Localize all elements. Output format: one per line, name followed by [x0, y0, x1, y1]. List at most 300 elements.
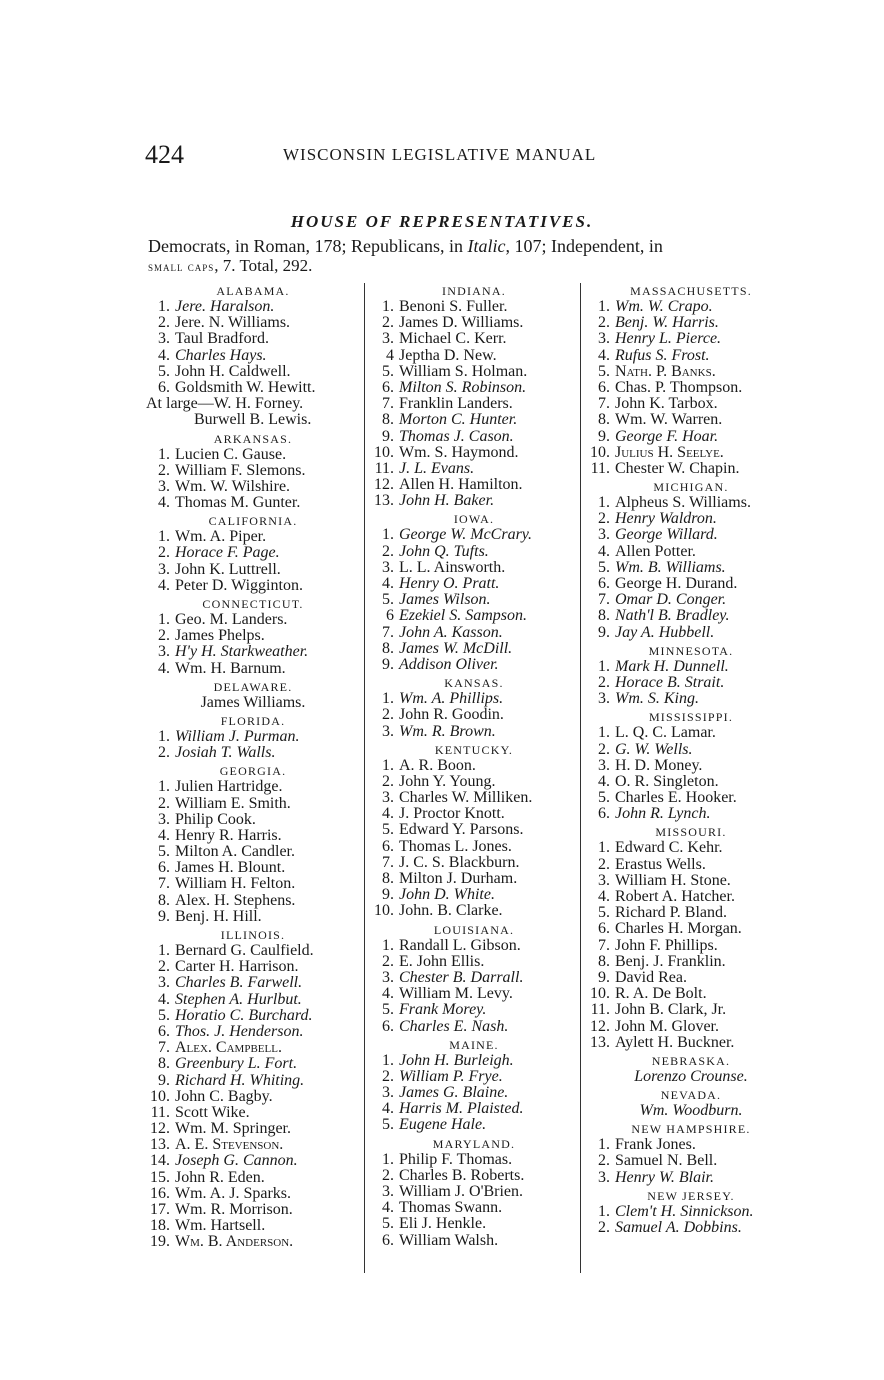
- member-name: Charles E. Nash.: [399, 1017, 509, 1035]
- district-number: 4.: [598, 888, 610, 905]
- district-number: 16.: [150, 1184, 170, 1202]
- member-name: John Q. Tufts.: [399, 542, 489, 560]
- district-number: 2.: [382, 706, 394, 724]
- district-number: 9.: [598, 623, 610, 641]
- member-name: Wm. B. Williams.: [615, 558, 726, 576]
- member-entry: [586, 445, 796, 461]
- member-entry: [370, 938, 578, 954]
- member-name: Wm. H. Barnum.: [175, 659, 286, 677]
- member-name: John C. Bagby.: [175, 1087, 273, 1105]
- member-name: Wm. A. J. Sparks.: [175, 1184, 291, 1202]
- district-number: 4.: [382, 1199, 394, 1217]
- district-number: 2.: [382, 1166, 394, 1184]
- member-entry: [586, 691, 796, 707]
- district-number: 8.: [598, 411, 610, 429]
- member-entry: [370, 1002, 578, 1018]
- column-2: [370, 283, 578, 1249]
- member-name: Charles B. Farwell.: [175, 974, 303, 992]
- district-number: 1.: [598, 298, 610, 315]
- member-name: Ezekiel S. Sampson.: [399, 607, 527, 625]
- member-name: Wm. R. Morrison.: [175, 1201, 293, 1218]
- member-name: Aylett H. Buckner.: [615, 1033, 735, 1051]
- district-number: 4.: [158, 826, 170, 844]
- member-entry: [586, 331, 796, 347]
- member-name: Wm. S. Haymond.: [399, 443, 519, 461]
- member-name: Wm. M. Springer.: [175, 1120, 291, 1138]
- state-heading: INDIANA.: [442, 284, 506, 298]
- member-entry: [586, 461, 796, 477]
- member-entry: [370, 887, 578, 903]
- member-name: Allen H. Hamilton.: [399, 476, 523, 494]
- member-name: Carter H. Harrison.: [175, 958, 299, 976]
- member-entry: [146, 745, 360, 761]
- state-heading: ALABAMA.: [216, 284, 290, 298]
- state-heading: NEW HAMPSHIRE.: [631, 1122, 751, 1137]
- district-number: 2.: [382, 772, 394, 790]
- member-entry: [146, 779, 360, 795]
- district-number: 6.: [598, 378, 610, 396]
- member-entry: [586, 938, 796, 954]
- member-name: Horace B. Strait.: [615, 673, 725, 691]
- member-entry: [146, 695, 360, 711]
- district-number: 3.: [382, 722, 394, 740]
- member-name: David Rea.: [615, 968, 687, 986]
- member-entry: [146, 1170, 360, 1186]
- member-entry: [146, 545, 360, 561]
- member-name: Taul Bradford.: [175, 330, 269, 348]
- member-entry: [146, 1186, 360, 1202]
- district-number: 8.: [158, 891, 170, 909]
- district-number: 2.: [382, 1067, 394, 1085]
- district-number: 6.: [158, 859, 170, 877]
- member-entry: [586, 742, 796, 758]
- member-name: James Wilson.: [399, 591, 491, 609]
- member-name: Charles B. Roberts.: [399, 1166, 525, 1184]
- party-summary: [148, 236, 798, 277]
- district-number: 1.: [158, 942, 170, 959]
- district-number: 6.: [158, 378, 170, 396]
- district-number: 3.: [158, 974, 170, 992]
- member-name: Scott Wike.: [175, 1103, 250, 1121]
- state-heading: MASSACHUSETTS.: [630, 284, 752, 298]
- member-entry: [586, 1137, 796, 1153]
- member-name: Milton A. Candler.: [175, 843, 295, 861]
- member-name: John H. Baker.: [399, 492, 495, 510]
- member-name: Wm. S. King.: [615, 690, 699, 708]
- district-number: 9.: [382, 655, 394, 673]
- district-number: 3.: [382, 1183, 394, 1200]
- member-entry: [370, 1168, 578, 1184]
- district-number: 6: [386, 607, 394, 625]
- district-number: 6.: [382, 837, 394, 855]
- district-number: 11.: [150, 1103, 170, 1121]
- member-entry: [146, 812, 360, 828]
- member-entry: [370, 396, 578, 412]
- member-entry: [146, 1056, 360, 1072]
- member-entry: [586, 774, 796, 790]
- district-number: 3.: [382, 330, 394, 348]
- member-entry: [586, 625, 796, 641]
- member-name: John A. Kasson.: [399, 623, 503, 641]
- member-name: Jere. N. Williams.: [175, 314, 291, 332]
- district-number: 8.: [382, 870, 394, 887]
- district-number: 1.: [158, 445, 170, 463]
- member-entry: [370, 1019, 578, 1035]
- member-entry: [146, 612, 360, 628]
- member-entry: [370, 1152, 578, 1168]
- district-number: 3.: [382, 789, 394, 807]
- member-name: Wm. W. Warren.: [615, 411, 723, 429]
- member-name: Nath. P. Banks.: [615, 362, 716, 380]
- member-name: Lucien C. Gause.: [175, 445, 287, 463]
- district-number: 1.: [382, 936, 394, 954]
- member-entry: [370, 970, 578, 986]
- member-name: John R. Goodin.: [399, 706, 504, 724]
- district-number: 3.: [598, 871, 610, 889]
- district-number: 13.: [150, 1136, 170, 1154]
- member-entry: [586, 806, 796, 822]
- member-name: John R. Lynch.: [615, 805, 711, 823]
- member-entry: [370, 903, 578, 919]
- district-number: 15.: [150, 1168, 170, 1186]
- member-entry: [370, 822, 578, 838]
- member-entry: [146, 380, 360, 396]
- member-name: Wm. Hartsell.: [175, 1217, 266, 1235]
- member-entry: [146, 975, 360, 991]
- member-entry: [146, 315, 360, 331]
- member-entry: [146, 1202, 360, 1218]
- member-name: Clem't H. Sinnickson.: [615, 1202, 754, 1220]
- district-number: 6.: [598, 805, 610, 823]
- member-entry: [370, 691, 578, 707]
- member-name: Josiah T. Walls.: [175, 744, 276, 762]
- district-number: 6.: [158, 1022, 170, 1040]
- member-name: Samuel A. Dobbins.: [615, 1219, 742, 1236]
- summary-italic: Italic: [467, 236, 506, 256]
- member-name: William P. Frye.: [399, 1067, 503, 1085]
- state-heading: NEVADA.: [660, 1088, 722, 1103]
- district-number: 2.: [158, 314, 170, 332]
- state-heading: MISSOURI.: [655, 825, 727, 840]
- member-name: William M. Levy.: [399, 985, 513, 1003]
- district-number: 2.: [598, 855, 610, 873]
- member-name: Wm. A. Piper.: [175, 528, 267, 546]
- state-heading: ILLINOIS.: [220, 928, 286, 942]
- member-name: A. E. Stevenson.: [175, 1136, 284, 1154]
- member-name: Milton J. Durham.: [399, 870, 518, 887]
- member-name: Milton S. Robinson.: [399, 378, 527, 396]
- district-number: 4.: [598, 346, 610, 364]
- district-number: 18.: [150, 1217, 170, 1235]
- district-number: 8.: [598, 607, 610, 625]
- member-entry: [146, 578, 360, 594]
- member-name: Omar D. Conger.: [615, 591, 727, 609]
- member-name: Wm. A. Phillips.: [399, 690, 504, 708]
- member-entry: [146, 628, 360, 644]
- member-entry: [586, 560, 796, 576]
- member-name: John Y. Young.: [399, 772, 496, 790]
- member-name: William H. Stone.: [615, 871, 731, 889]
- member-entry: [586, 758, 796, 774]
- member-name: H. D. Money.: [615, 756, 703, 774]
- member-entry: [146, 529, 360, 545]
- district-number: 11.: [590, 459, 610, 477]
- member-entry: [146, 447, 360, 463]
- district-number: 1.: [598, 724, 610, 742]
- column-divider-2: [580, 283, 581, 1273]
- district-number: 5.: [598, 789, 610, 807]
- district-number: 4.: [382, 985, 394, 1003]
- member-name: John H. Caldwell.: [175, 362, 291, 380]
- member-name: James G. Blaine.: [399, 1084, 509, 1102]
- member-name: Randall L. Gibson.: [399, 936, 521, 954]
- member-entry: [146, 1040, 360, 1056]
- member-entry: [370, 608, 578, 624]
- member-entry: [586, 299, 796, 315]
- member-name: Alex. H. Stephens.: [175, 891, 296, 909]
- district-number: 4.: [158, 346, 170, 364]
- district-number: 10.: [590, 443, 610, 461]
- summary-line-2: [148, 256, 798, 277]
- member-entry: [586, 1170, 796, 1186]
- member-entry: [146, 1218, 360, 1234]
- member-entry: [370, 986, 578, 1002]
- member-entry: [370, 331, 578, 347]
- member-name: John K. Luttrell.: [175, 560, 281, 578]
- member-name: William H. Felton.: [175, 875, 296, 893]
- state-heading: GEORGIA.: [219, 764, 287, 779]
- district-number: 3.: [598, 1168, 610, 1186]
- member-name: Samuel N. Bell.: [615, 1152, 718, 1170]
- member-entry: [586, 1002, 796, 1018]
- member-name: George W. McCrary.: [399, 526, 533, 544]
- district-number: 1.: [598, 839, 610, 857]
- state-heading: MISSISSIPPI.: [648, 710, 734, 725]
- member-name: Alex. Campbell.: [175, 1039, 282, 1057]
- member-entry: [146, 463, 360, 479]
- member-entry: [146, 1089, 360, 1105]
- district-number: 1.: [382, 756, 394, 774]
- state-heading: MINNESOTA.: [648, 643, 734, 658]
- member-name: Julien Hartridge.: [175, 778, 283, 796]
- member-entry: [370, 1069, 578, 1085]
- district-number: 10.: [374, 902, 394, 920]
- district-number: 6.: [598, 575, 610, 592]
- member-entry: [370, 806, 578, 822]
- district-number: 1.: [598, 1202, 610, 1220]
- member-name: James Williams.: [200, 693, 306, 711]
- member-entry: [370, 1085, 578, 1101]
- district-number: 7.: [598, 936, 610, 954]
- state-heading: ARKANSAS.: [213, 431, 293, 446]
- member-name: Richard P. Bland.: [615, 904, 727, 922]
- summary-text-a: Democrats, in Roman, 178; Republicans, in: [148, 236, 468, 256]
- member-name: Jeptha D. New.: [399, 346, 497, 364]
- member-entry: [370, 592, 578, 608]
- member-name: Frank Morey.: [399, 1001, 487, 1019]
- district-number: 4.: [382, 805, 394, 823]
- member-name: Rufus S. Frost.: [615, 346, 710, 364]
- state-heading: MARYLAND.: [432, 1136, 516, 1151]
- member-name: Edward C. Kehr.: [615, 839, 723, 857]
- district-number: 13.: [590, 1033, 610, 1051]
- member-entry: [146, 1073, 360, 1089]
- member-name: James Phelps.: [175, 627, 265, 645]
- member-entry: [586, 495, 796, 511]
- page-header: [145, 140, 805, 170]
- member-name: J. L. Evans.: [399, 459, 475, 477]
- summary-total: , 7. Total, 292.: [214, 256, 313, 275]
- district-number: 2.: [598, 510, 610, 528]
- member-name: Michael C. Kerr.: [399, 330, 507, 348]
- member-name: Lorenzo Crounse.: [634, 1067, 748, 1085]
- district-number: 2.: [158, 627, 170, 645]
- district-number: 17.: [150, 1201, 170, 1218]
- member-name: George H. Durand.: [615, 575, 738, 592]
- district-number: 11.: [374, 459, 394, 477]
- member-name: Henry R. Harris.: [175, 826, 282, 844]
- member-name: Philip Cook.: [175, 810, 256, 828]
- member-name: Goldsmith W. Hewitt.: [175, 378, 316, 396]
- state-heading: IOWA.: [453, 512, 495, 527]
- state-heading: LOUISIANA.: [433, 922, 515, 937]
- member-name: John H. Burleigh.: [399, 1051, 514, 1069]
- member-entry: [146, 796, 360, 812]
- member-name: John D. White.: [399, 886, 495, 904]
- member-name: Benoni S. Fuller.: [399, 298, 508, 315]
- member-entry: [370, 461, 578, 477]
- district-number: 8.: [382, 639, 394, 657]
- member-name: Burwell B. Lewis.: [194, 411, 312, 429]
- member-name: L. L. Ainsworth.: [399, 558, 506, 576]
- member-name: Thomas M. Gunter.: [175, 494, 301, 512]
- district-number: 9.: [382, 427, 394, 445]
- state-heading: KENTUCKY.: [434, 742, 514, 757]
- member-entry: [146, 1024, 360, 1040]
- state-heading: CALIFORNIA.: [208, 514, 298, 529]
- member-entry: [146, 495, 360, 511]
- district-number: 1.: [382, 690, 394, 708]
- district-number: 6.: [382, 1231, 394, 1249]
- member-entry: [586, 315, 796, 331]
- member-name: Charles Hays.: [175, 346, 267, 364]
- district-number: 1.: [158, 528, 170, 546]
- member-entry: [586, 954, 796, 970]
- member-name: Peter D. Wigginton.: [175, 576, 303, 594]
- summary-line-1: [148, 236, 798, 256]
- district-number: 5.: [158, 843, 170, 861]
- member-entry: [370, 445, 578, 461]
- member-name: Charles E. Hooker.: [615, 789, 737, 807]
- district-number: 10.: [374, 443, 394, 461]
- member-entry: [586, 921, 796, 937]
- member-entry: [370, 1233, 578, 1249]
- running-title: WISCONSIN LEGISLATIVE MANUAL: [283, 145, 597, 164]
- member-name: Chester W. Chapin.: [615, 459, 740, 477]
- district-number: 4.: [158, 659, 170, 677]
- state-heading: KANSAS.: [444, 676, 504, 691]
- member-name: J. Proctor Knott.: [399, 805, 505, 823]
- member-entry: [146, 1234, 360, 1250]
- member-entry: [586, 790, 796, 806]
- member-entry: [370, 758, 578, 774]
- district-number: 3.: [382, 558, 394, 576]
- district-number: 1.: [382, 526, 394, 544]
- member-entry: [370, 527, 578, 543]
- district-number: 5.: [382, 821, 394, 839]
- district-number: 7.: [158, 875, 170, 893]
- district-number: 8.: [382, 411, 394, 429]
- district-number: 3.: [598, 690, 610, 708]
- member-name: Horace F. Page.: [175, 544, 280, 562]
- member-name: Bernard G. Caulfield.: [175, 942, 314, 959]
- district-number: 12.: [590, 1017, 610, 1035]
- member-name: Stephen A. Hurlbut.: [175, 990, 302, 1008]
- member-name: Harris M. Plaisted.: [399, 1100, 524, 1118]
- member-name: Eugene Hale.: [399, 1116, 487, 1134]
- member-entry: [586, 576, 796, 592]
- member-entry: [146, 364, 360, 380]
- member-name: O. R. Singleton.: [615, 772, 719, 790]
- member-entry: [586, 1019, 796, 1035]
- member-entry: [586, 412, 796, 428]
- district-number: 7.: [598, 395, 610, 413]
- member-name: James H. Blount.: [175, 859, 286, 877]
- district-number: 2.: [158, 544, 170, 562]
- member-entry: [146, 1153, 360, 1169]
- member-name: Wm. B. Anderson.: [175, 1233, 294, 1251]
- district-number: 5.: [382, 1215, 394, 1233]
- member-name: Benj. W. Harris.: [615, 314, 719, 332]
- member-entry: [370, 380, 578, 396]
- member-entry: [370, 348, 578, 364]
- district-number: 8.: [158, 1055, 170, 1073]
- member-entry: [146, 412, 360, 428]
- district-number: 4.: [598, 542, 610, 560]
- member-entry: [370, 657, 578, 673]
- state-heading: MAINE.: [449, 1037, 499, 1052]
- member-entry: [586, 511, 796, 527]
- district-number: 1.: [158, 611, 170, 628]
- district-number: 1.: [598, 1136, 610, 1154]
- member-name: Henry L. Pierce.: [615, 330, 722, 348]
- summary-text-b: , 107; Independent, in: [505, 236, 663, 256]
- member-name: Benj. H. Hill.: [175, 907, 262, 925]
- member-entry: [586, 527, 796, 543]
- member-entry: [146, 299, 360, 315]
- member-name: John F. Phillips.: [615, 936, 718, 954]
- state-heading: NEBRASKA.: [651, 1053, 731, 1068]
- district-number: 9.: [598, 427, 610, 445]
- member-name: Jere. Haralson.: [175, 298, 275, 315]
- district-number: 5.: [158, 1006, 170, 1024]
- district-number: 5.: [382, 362, 394, 380]
- district-number: 2.: [598, 314, 610, 332]
- member-entry: [370, 707, 578, 723]
- district-number: 5.: [158, 362, 170, 380]
- member-entry: [146, 562, 360, 578]
- member-name: Charles H. Morgan.: [615, 920, 742, 938]
- member-entry: [586, 396, 796, 412]
- district-number: 4.: [158, 494, 170, 512]
- member-entry: [586, 675, 796, 691]
- member-name: George F. Hoar.: [615, 427, 719, 445]
- district-number: 7.: [382, 853, 394, 871]
- member-entry: [370, 1101, 578, 1117]
- district-number: 2.: [598, 740, 610, 758]
- member-entry: [146, 1137, 360, 1153]
- member-entry: [370, 724, 578, 740]
